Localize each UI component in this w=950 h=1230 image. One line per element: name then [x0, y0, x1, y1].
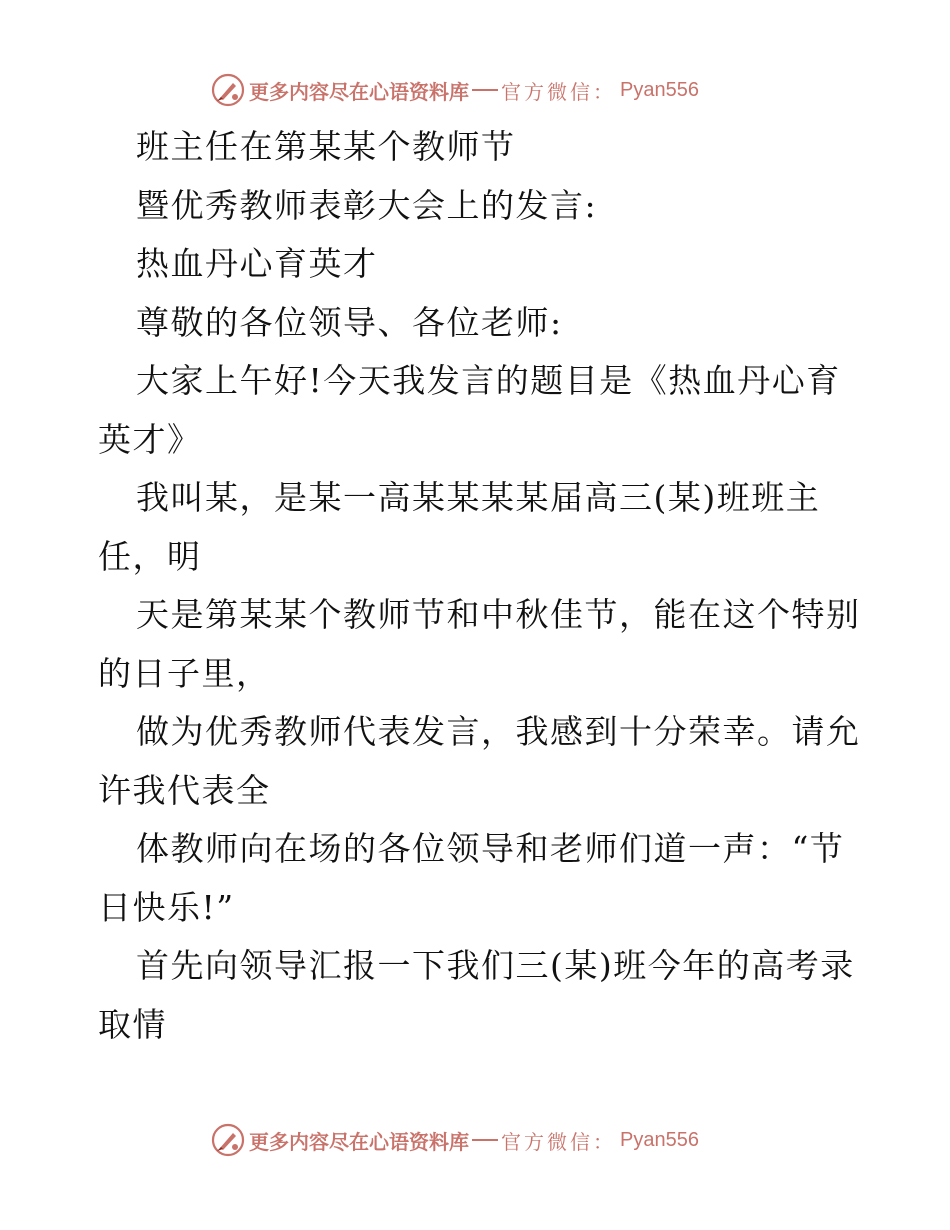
- paragraph-line: 的日子里，: [98, 653, 271, 693]
- paragraph-line: 取情: [98, 1004, 167, 1044]
- banner-suffix: 官方微信：: [501, 79, 617, 104]
- title-line-2: 暨优秀教师表彰大会上的发言:: [136, 185, 598, 225]
- document-body: [98, 118, 861, 1054]
- paragraph-line: 天是第某某个教师节和中秋佳节，能在这个特别: [136, 595, 861, 634]
- banner-title: 更多内容尽在心语资料库: [249, 1129, 470, 1154]
- paragraph-line: 体教师向在场的各位领导和老师们道一声：“节: [136, 829, 845, 868]
- paragraph-line: 大家上午好!今天我发言的题目是《热血丹心育: [136, 361, 841, 400]
- paragraph-line: 许我代表全: [98, 770, 271, 810]
- paragraph-line: 我叫某，是某一高某某某某届高三(某)班班主: [136, 478, 821, 517]
- paragraph-line: 日快乐!”: [98, 887, 235, 927]
- pen-logo-icon: [211, 73, 245, 107]
- paragraph-line: 英才》: [98, 419, 202, 459]
- banner-divider: [472, 89, 498, 91]
- banner-suffix: 官方微信：: [501, 1129, 617, 1154]
- paragraph-line: 做为优秀教师代表发言，我感到十分荣幸。请允: [136, 712, 861, 751]
- banner-title: 更多内容尽在心语资料库: [249, 79, 470, 104]
- pen-logo-icon: [211, 1123, 245, 1157]
- banner-wechat-id: Pyan556: [620, 78, 699, 101]
- title-line-1: 班主任在第某某个教师节: [136, 127, 516, 166]
- salutation: 尊敬的各位领导、各位老师:: [136, 302, 563, 342]
- speech-title: 热血丹心育英才: [136, 244, 378, 283]
- paragraph-line: 任，明: [98, 536, 202, 576]
- header-banner: [0, 70, 950, 110]
- banner-wechat-id: Pyan556: [620, 1128, 699, 1151]
- banner-divider: [472, 1139, 498, 1141]
- footer-banner: [0, 1120, 950, 1160]
- paragraph-line: 首先向领导汇报一下我们三(某)班今年的高考录: [136, 946, 855, 985]
